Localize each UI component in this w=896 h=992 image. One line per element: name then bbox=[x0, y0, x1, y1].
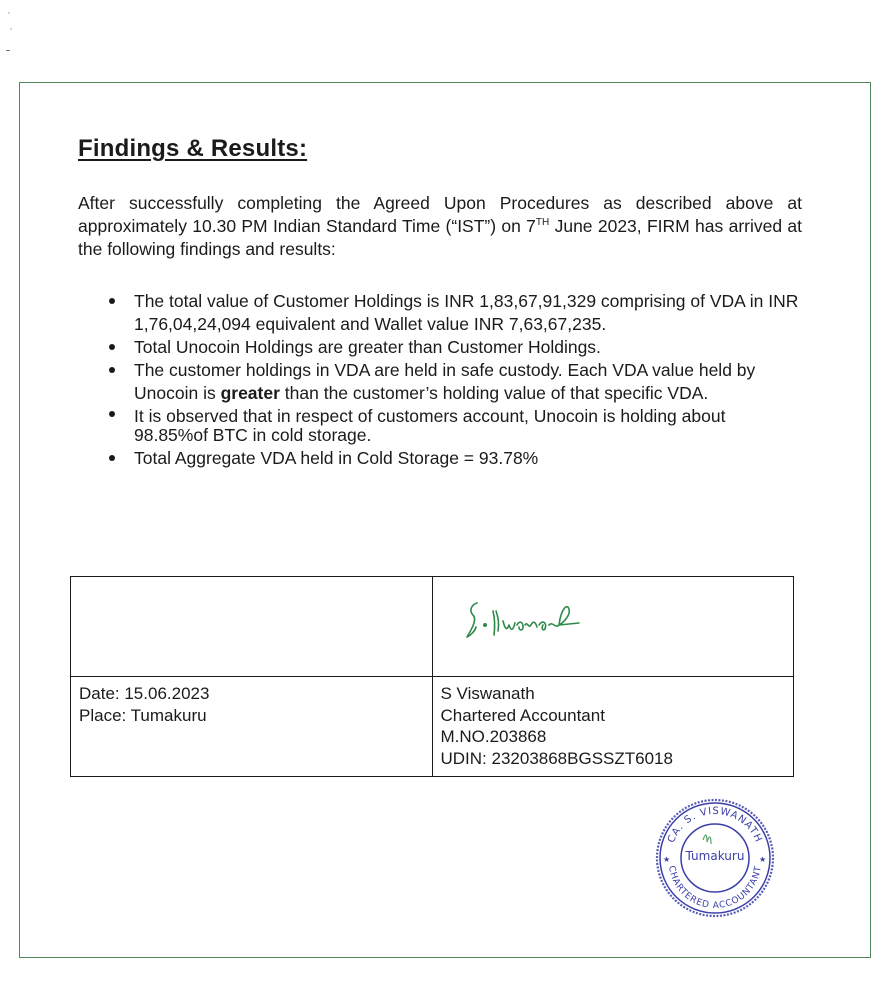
sign-place: Place: Tumakuru bbox=[79, 705, 207, 725]
finding-item: Total Aggregate VDA held in Cold Storage = 93.78% bbox=[104, 447, 804, 470]
svg-text:CHARTERED ACCOUNTANT: CHARTERED ACCOUNTANT bbox=[666, 864, 764, 912]
intro-text-end: June 2023, FIRM has arrived at the following findings and results: bbox=[78, 216, 802, 259]
svg-text:★: ★ bbox=[663, 855, 671, 864]
seal-center-text: Tumakuru bbox=[685, 849, 745, 863]
signatory-name: S Viswanath bbox=[440, 684, 535, 703]
finding-text-end: than the customer’s holding value of that specific VDA. bbox=[279, 383, 709, 403]
ca-seal-stamp bbox=[651, 796, 779, 920]
section-heading: Findings & Results: bbox=[78, 135, 308, 162]
blank-cell bbox=[71, 577, 433, 677]
finding-emphasis: greater bbox=[220, 383, 280, 403]
finding-item bbox=[104, 359, 804, 405]
date-suffix: TH bbox=[535, 217, 550, 229]
signatory-cell bbox=[432, 677, 794, 777]
membership-number: M.NO.203868 bbox=[440, 727, 547, 746]
findings-list bbox=[104, 290, 804, 470]
sign-date: Date: 15.06.2023 bbox=[79, 684, 210, 703]
scan-speck bbox=[6, 50, 10, 51]
finding-item: Total Unocoin Holdings are greater than Customer Holdings. bbox=[104, 336, 804, 359]
scan-speck bbox=[8, 12, 10, 14]
signature-cell bbox=[432, 577, 794, 677]
intro-text: After successfully completing the Agreed Upon Procedures as described above at approximately 10.30 PM Indian Standard Time (“IST”) on 7 bbox=[78, 193, 802, 236]
signatory-title: Chartered Accountant bbox=[440, 705, 605, 725]
finding-item: The total value of Customer Holdings is INR 1,83,67,91,329 comprising of VDA in INR 1,76,04,24,094 equivalent and Wallet value INR 7,63,67,235. bbox=[104, 290, 804, 336]
intro-paragraph bbox=[78, 192, 802, 261]
date-place-cell bbox=[71, 677, 433, 777]
svg-text:★: ★ bbox=[759, 855, 767, 864]
finding-item: It is observed that in respect of customers account, Unocoin is holding about 98.85%of BTC in cold storage. bbox=[104, 405, 804, 447]
signoff-table bbox=[70, 576, 794, 777]
finding-text: The customer holdings in VDA are held in safe custody. Each VDA value held by Unocoin is bbox=[134, 360, 756, 403]
udin-number: UDIN: 23203868BGSSZT6018 bbox=[440, 748, 673, 768]
svg-text:CA. S. VISWANATH: CA. S. VISWANATH bbox=[666, 805, 764, 845]
scan-speck bbox=[10, 28, 12, 30]
signature-image bbox=[463, 595, 593, 650]
